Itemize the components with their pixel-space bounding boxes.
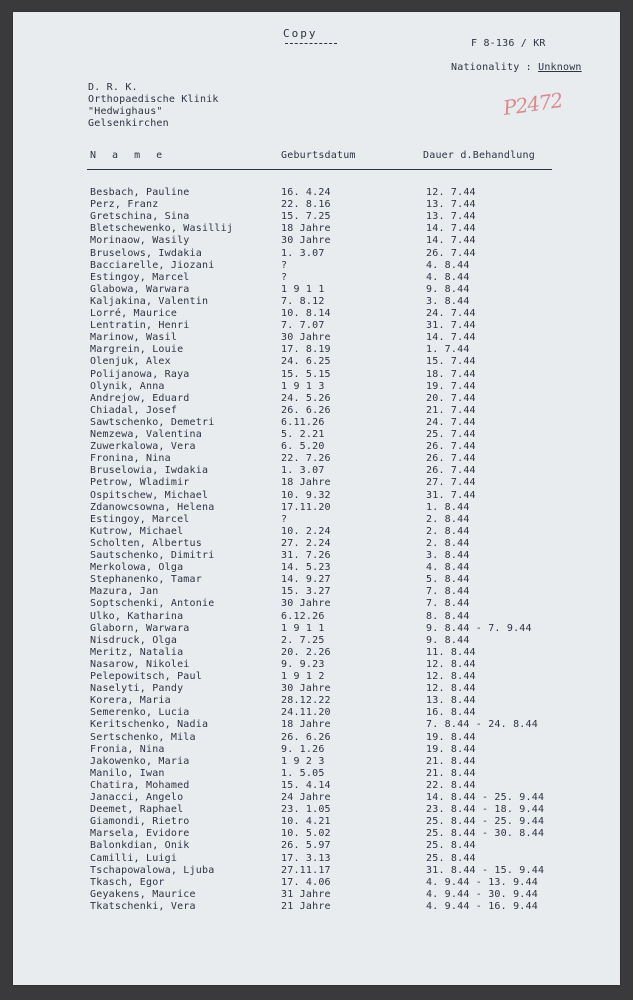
treatment-duration: 21. 8.44	[426, 767, 476, 779]
table-row	[13, 477, 613, 489]
table-row	[13, 804, 613, 816]
patient-name: Meritz, Natalia	[90, 646, 184, 658]
treatment-duration: 24. 7.44	[426, 308, 476, 319]
birth-date: 7. 7.07	[281, 320, 325, 332]
treatment-duration: 3. 8.44	[426, 550, 470, 561]
column-header-name: N a m e	[90, 150, 168, 161]
treatment-duration: 31. 8.44 - 15. 9.44	[426, 864, 545, 876]
header-rule	[87, 169, 552, 170]
table-row	[13, 199, 613, 211]
patient-name: Chatira, Mohamed	[90, 779, 190, 791]
table-row	[13, 405, 613, 417]
table-row	[13, 296, 613, 308]
birth-date: 16. 4.24	[281, 187, 331, 198]
birth-date: 22. 8.16	[281, 199, 331, 211]
birth-date: 10. 9.32	[281, 489, 331, 501]
table-row	[13, 393, 613, 405]
table-row	[13, 623, 613, 635]
table-row	[13, 260, 613, 272]
table-row	[13, 441, 613, 453]
patient-name: Mazura, Jan	[90, 586, 159, 598]
patient-name: Kutrow, Michael	[90, 525, 184, 537]
title-underline	[285, 43, 337, 44]
table-row	[13, 502, 613, 514]
treatment-duration: 25. 8.44 - 25. 9.44	[426, 816, 545, 828]
birth-date: 1 9 2 3	[281, 755, 325, 767]
table-row	[13, 889, 613, 901]
table-row	[13, 719, 613, 731]
table-row	[13, 635, 613, 647]
patient-name: Kaljakina, Valentin	[90, 295, 209, 307]
treatment-duration: 9. 8.44	[426, 634, 470, 646]
table-row	[13, 465, 613, 477]
table-row	[13, 707, 613, 719]
birth-date: 9. 1.26	[281, 743, 325, 755]
table-row	[13, 453, 613, 465]
patient-name: Bacciarelle, Jiozani	[90, 259, 215, 271]
birth-date: 26. 6.26	[281, 731, 331, 743]
patient-name: Morinaow, Wasily	[90, 235, 190, 247]
treatment-duration: 21. 8.44	[426, 755, 476, 767]
table-row	[13, 356, 613, 368]
patient-name: Bruselows, Iwdakia	[90, 247, 202, 259]
address-line: "Hedwighaus"	[88, 106, 163, 117]
treatment-duration: 9. 8.44 - 7. 9.44	[426, 622, 532, 634]
column-header-duration: Dauer d.Behandlung	[423, 150, 535, 161]
table-row	[13, 562, 613, 574]
treatment-duration: 13. 7.44	[426, 211, 476, 223]
treatment-duration: 2. 8.44	[426, 537, 470, 549]
birth-date: 28.12.22	[281, 695, 331, 707]
patient-name: Camilli, Luigi	[90, 852, 178, 864]
birth-date: 15. 4.14	[281, 779, 331, 791]
table-row	[13, 611, 613, 623]
table-row	[13, 659, 613, 671]
table-row	[13, 526, 613, 538]
patient-name: Glaborn, Warwara	[90, 622, 190, 634]
birth-date: 1. 5.05	[281, 767, 325, 779]
birth-date: 14. 9.27	[281, 574, 331, 586]
table-row	[13, 865, 613, 877]
birth-date: ?	[281, 271, 288, 283]
birth-date: 1. 3.07	[281, 465, 325, 477]
table-row	[13, 695, 613, 707]
treatment-duration: 26. 7.44	[426, 441, 476, 453]
patient-name: Marinow, Wasil	[90, 332, 178, 344]
address-line: D. R. K.	[88, 82, 138, 93]
table-row	[13, 840, 613, 852]
patient-name: Fronia, Nina	[90, 743, 165, 755]
treatment-duration: 31. 7.44	[426, 320, 476, 332]
treatment-duration: 13. 7.44	[426, 199, 476, 211]
patient-name: Besbach, Pauline	[90, 187, 190, 198]
patient-name: Petrow, Wladimir	[90, 477, 190, 489]
birth-date: 17.11.20	[281, 501, 331, 513]
table-row	[13, 598, 613, 610]
birth-date: 24 Jahre	[281, 792, 331, 803]
treatment-duration: 24. 7.44	[426, 416, 476, 428]
treatment-duration: 23. 8.44 - 18. 9.44	[426, 804, 545, 816]
table-row	[13, 780, 613, 792]
birth-date: ?	[281, 513, 288, 525]
patient-name: Lorré, Maurice	[90, 308, 178, 319]
treatment-duration: 25. 8.44 - 30. 8.44	[426, 828, 545, 840]
birth-date: 26. 5.97	[281, 840, 331, 852]
treatment-duration: 22. 8.44	[426, 779, 476, 791]
table-row	[13, 308, 613, 320]
table-row	[13, 284, 613, 296]
treatment-duration: 25. 8.44	[426, 852, 476, 864]
patient-name: Sautschenko, Dimitri	[90, 550, 215, 561]
birth-date: ?	[281, 259, 288, 271]
birth-date: 17. 4.06	[281, 876, 331, 888]
patient-name: Keritschenko, Nadia	[90, 719, 209, 731]
patient-name: Marsela, Evidore	[90, 828, 190, 840]
birth-date: 15. 3.27	[281, 586, 331, 598]
treatment-duration: 1. 7.44	[426, 344, 470, 356]
birth-date: 17. 8.19	[281, 344, 331, 356]
patient-name: Bletschewenko, Wasillij	[90, 223, 234, 235]
treatment-duration: 3. 8.44	[426, 295, 470, 307]
birth-date: 1 9 1 3	[281, 380, 325, 392]
treatment-duration: 4. 9.44 - 16. 9.44	[426, 900, 538, 912]
table-row	[13, 816, 613, 828]
treatment-duration: 25. 8.44	[426, 840, 476, 852]
table-row	[13, 671, 613, 683]
table-row	[13, 768, 613, 780]
treatment-duration: 26. 7.44	[426, 453, 476, 465]
patient-name: Ulko, Katharina	[90, 610, 184, 622]
table-row	[13, 369, 613, 381]
birth-date: 1. 3.07	[281, 247, 325, 259]
patient-name: Manilo, Iwan	[90, 767, 165, 779]
patient-name: Scholten, Albertus	[90, 537, 202, 549]
address-line: Gelsenkirchen	[88, 118, 169, 129]
treatment-duration: 15. 7.44	[426, 356, 476, 368]
table-row	[13, 320, 613, 332]
birth-date: 10. 2.24	[281, 525, 331, 537]
birth-date: 24. 6.25	[281, 356, 331, 368]
table-row	[13, 744, 613, 756]
treatment-duration: 27. 7.44	[426, 477, 476, 489]
birth-date: 18 Jahre	[281, 719, 331, 731]
patient-name: Estingoy, Marcel	[90, 513, 190, 525]
birth-date: 1 9 1 2	[281, 671, 325, 682]
nationality-line	[451, 62, 582, 74]
patient-name: Andrejow, Eduard	[90, 392, 190, 404]
table-row	[13, 187, 613, 199]
treatment-duration: 7. 8.44	[426, 586, 470, 598]
treatment-duration: 5. 8.44	[426, 574, 470, 586]
treatment-duration: 14. 7.44	[426, 223, 476, 235]
birth-date: 15. 5.15	[281, 368, 331, 380]
table-row	[13, 235, 613, 247]
table-row	[13, 853, 613, 865]
treatment-duration: 26. 7.44	[426, 247, 476, 259]
birth-date: 31. 7.26	[281, 550, 331, 561]
patient-name: Merkolowa, Olga	[90, 562, 184, 574]
treatment-duration: 16. 8.44	[426, 707, 476, 719]
patient-name: Nisdruck, Olga	[90, 634, 178, 646]
patient-name: Sertschenko, Mila	[90, 731, 196, 743]
birth-date: 9. 9.23	[281, 658, 325, 670]
patient-name: Geyakens, Maurice	[90, 888, 196, 900]
treatment-duration: 19. 8.44	[426, 743, 476, 755]
table-row	[13, 211, 613, 223]
patient-name: Pelepowitsch, Paul	[90, 671, 202, 682]
patient-name: Soptschenki, Antonie	[90, 598, 215, 610]
table-row	[13, 877, 613, 889]
birth-date: 31 Jahre	[281, 888, 331, 900]
treatment-duration: 20. 7.44	[426, 392, 476, 404]
birth-date: 27.11.17	[281, 864, 331, 876]
birth-date: 24. 5.26	[281, 392, 331, 404]
treatment-duration: 4. 8.44	[426, 271, 470, 283]
birth-date: 17. 3.13	[281, 852, 331, 864]
column-header-birthdate: Geburtsdatum	[281, 150, 356, 161]
table-row	[13, 683, 613, 695]
table-row	[13, 332, 613, 344]
patient-name: Olenjuk, Alex	[90, 356, 171, 368]
birth-date: 5. 2.21	[281, 429, 325, 440]
birth-date: 18 Jahre	[281, 223, 331, 235]
table-row	[13, 344, 613, 356]
patient-name: Olynik, Anna	[90, 380, 165, 392]
treatment-duration: 12. 7.44	[426, 187, 476, 198]
birth-date: 1 9 1 1	[281, 283, 325, 295]
table-row	[13, 490, 613, 502]
treatment-duration: 14. 8.44 - 25. 9.44	[426, 792, 545, 803]
patient-name: Jakowenko, Maria	[90, 755, 190, 767]
treatment-duration: 26. 7.44	[426, 465, 476, 477]
birth-date: 14. 5.23	[281, 562, 331, 574]
patient-name: Glabowa, Warwara	[90, 283, 190, 295]
treatment-duration: 14. 7.44	[426, 235, 476, 247]
table-row	[13, 223, 613, 235]
patient-name: Nemzewa, Valentina	[90, 429, 202, 440]
treatment-duration: 21. 7.44	[426, 404, 476, 416]
birth-date: 21 Jahre	[281, 900, 331, 912]
patient-name: Zdanowcsowna, Helena	[90, 501, 215, 513]
birth-date: 18 Jahre	[281, 477, 331, 489]
birth-date: 30 Jahre	[281, 598, 331, 610]
birth-date: 10. 5.02	[281, 828, 331, 840]
patient-name: Tkasch, Egor	[90, 876, 165, 888]
treatment-duration: 4. 9.44 - 13. 9.44	[426, 876, 538, 888]
patient-name: Stephanenko, Tamar	[90, 574, 202, 586]
nationality-label: Nationality :	[451, 62, 532, 73]
treatment-duration: 19. 8.44	[426, 731, 476, 743]
treatment-duration: 1. 8.44	[426, 501, 470, 513]
table-row	[13, 828, 613, 840]
birth-date: 10. 8.14	[281, 308, 331, 319]
table-row	[13, 647, 613, 659]
file-reference: F 8-136 / KR	[471, 38, 546, 49]
treatment-duration: 2. 8.44	[426, 525, 470, 537]
patient-name: Tschapowalowa, Ljuba	[90, 864, 215, 876]
patient-name: Chiadal, Josef	[90, 404, 178, 416]
patient-name: Sawtschenko, Demetri	[90, 416, 215, 428]
patient-name: Semerenko, Lucia	[90, 707, 190, 719]
patient-name: Deemet, Raphael	[90, 804, 184, 816]
birth-date: 27. 2.24	[281, 537, 331, 549]
birth-date: 30 Jahre	[281, 332, 331, 344]
patient-name: Janacci, Angelo	[90, 792, 184, 803]
handwritten-note: P2472	[501, 87, 564, 121]
document-page	[13, 12, 620, 985]
treatment-duration: 7. 8.44	[426, 598, 470, 610]
patient-name: Lentratin, Henri	[90, 320, 190, 332]
patient-name: Tkatschenki, Vera	[90, 900, 196, 912]
patient-name: Balonkdian, Onik	[90, 840, 190, 852]
table-row	[13, 538, 613, 550]
treatment-duration: 31. 7.44	[426, 489, 476, 501]
treatment-duration: 2. 8.44	[426, 513, 470, 525]
patient-name: Fronina, Nina	[90, 453, 171, 465]
birth-date: 7. 8.12	[281, 295, 325, 307]
patient-name: Giamondi, Rietro	[90, 816, 190, 828]
table-row	[13, 586, 613, 598]
patient-name: Polijanowa, Raya	[90, 368, 190, 380]
birth-date: 30 Jahre	[281, 683, 331, 695]
treatment-duration: 13. 8.44	[426, 695, 476, 707]
patient-name: Margrein, Louie	[90, 344, 184, 356]
treatment-duration: 19. 7.44	[426, 380, 476, 392]
patient-name: Naselyti, Pandy	[90, 683, 184, 695]
table-row	[13, 248, 613, 260]
patient-name: Perz, Franz	[90, 199, 159, 211]
treatment-duration: 12. 8.44	[426, 683, 476, 695]
birth-date: 6.11.26	[281, 416, 325, 428]
patient-name: Zuwerkalowa, Vera	[90, 441, 196, 453]
treatment-duration: 8. 8.44	[426, 610, 470, 622]
patient-name: Gretschina, Sina	[90, 211, 190, 223]
table-row	[13, 272, 613, 284]
table-row	[13, 417, 613, 429]
patient-name: Ospitschew, Michael	[90, 489, 209, 501]
table-row	[13, 732, 613, 744]
table-row	[13, 792, 613, 804]
address-line: Orthopaedische Klinik	[88, 94, 219, 105]
treatment-duration: 14. 7.44	[426, 332, 476, 344]
table-row	[13, 429, 613, 441]
treatment-duration: 25. 7.44	[426, 429, 476, 440]
treatment-duration: 4. 8.44	[426, 259, 470, 271]
birth-date: 26. 6.26	[281, 404, 331, 416]
birth-date: 1 9 1 1	[281, 622, 325, 634]
treatment-duration: 12. 8.44	[426, 658, 476, 670]
birth-date: 30 Jahre	[281, 235, 331, 247]
treatment-duration: 18. 7.44	[426, 368, 476, 380]
table-row	[13, 514, 613, 526]
birth-date: 10. 4.21	[281, 816, 331, 828]
birth-date: 2. 7.25	[281, 634, 325, 646]
treatment-duration: 12. 8.44	[426, 671, 476, 682]
table-row	[13, 901, 613, 913]
table-row	[13, 756, 613, 768]
nationality-value: Unknown	[538, 62, 582, 73]
treatment-duration: 4. 9.44 - 30. 9.44	[426, 888, 538, 900]
birth-date: 6.12.26	[281, 610, 325, 622]
patient-name: Bruselowia, Iwdakia	[90, 465, 209, 477]
birth-date: 24.11.20	[281, 707, 331, 719]
patient-name: Nasarow, Nikolei	[90, 658, 190, 670]
treatment-duration: 9. 8.44	[426, 283, 470, 295]
patient-name: Korera, Maria	[90, 695, 171, 707]
birth-date: 23. 1.05	[281, 804, 331, 816]
table-row	[13, 574, 613, 586]
birth-date: 6. 5.20	[281, 441, 325, 453]
treatment-duration: 11. 8.44	[426, 646, 476, 658]
table-row	[13, 550, 613, 562]
treatment-duration: 7. 8.44 - 24. 8.44	[426, 719, 538, 731]
table-row	[13, 381, 613, 393]
birth-date: 20. 2.26	[281, 646, 331, 658]
treatment-duration: 4. 8.44	[426, 562, 470, 574]
page-title: Copy	[283, 27, 318, 40]
patient-name: Estingoy, Marcel	[90, 271, 190, 283]
birth-date: 15. 7.25	[281, 211, 331, 223]
birth-date: 22. 7.26	[281, 453, 331, 465]
